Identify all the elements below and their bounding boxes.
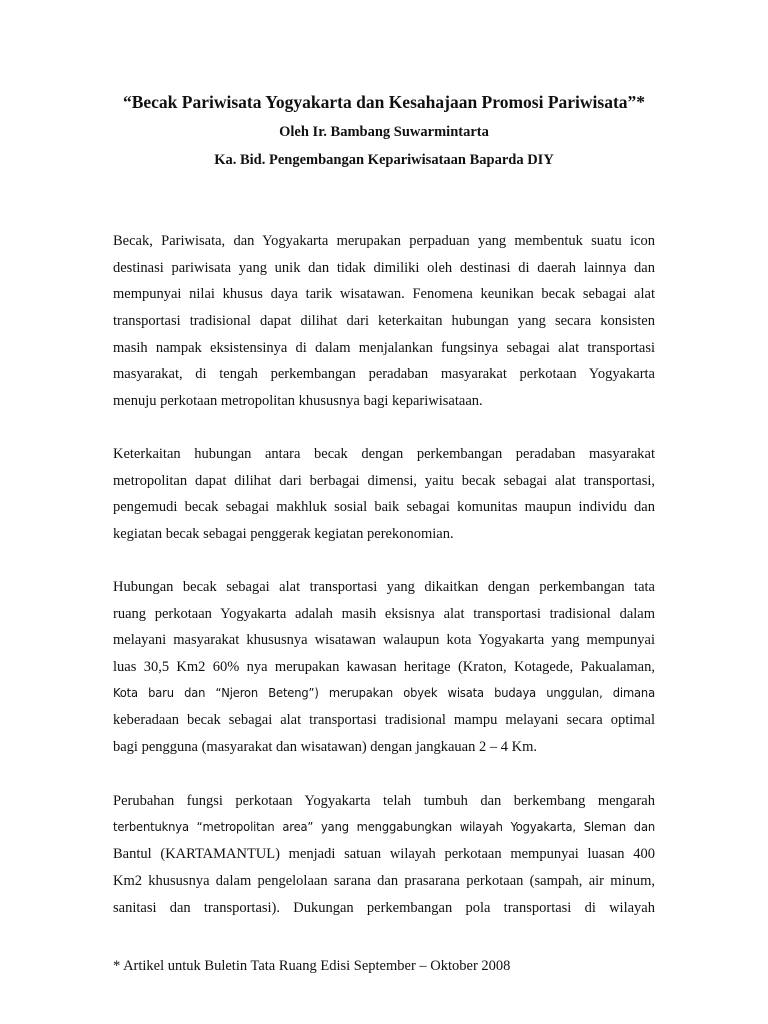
text-line: Becak, Pariwisata, dan Yogyakarta merupakan perpaduan yang membentuk suatu icon <box>113 233 655 249</box>
text-line: Bantul (KARTAMANTUL) menjadi satuan wilayah perkotaan mempunyai luasan 400 <box>113 846 655 863</box>
author-line: Oleh Ir. Bambang Suwarmintarta <box>279 124 489 140</box>
article-title: “Becak Pariwisata Yogyakarta dan Kesahajaan Promosi Pariwisata”* <box>122 92 646 112</box>
footnote: * Artikel untuk Buletin Tata Ruang Edisi September – Oktober 2008 <box>113 958 511 974</box>
text-line: mempunyai nilai khusus daya tarik wisatawan. Fenomena keunikan becak sebagai alat <box>113 286 655 303</box>
text-line: pengemudi becak sebagai makhluk sosial baik sebagai komunitas maupun individu dan <box>113 499 655 516</box>
paragraph-3 <box>113 574 655 761</box>
text-line: kegiatan becak sebagai penggerak kegiatan perekonomian. <box>113 526 454 543</box>
paragraph-4 <box>113 788 655 921</box>
text-line: keberadaan becak sebagai alat transportasi tradisional mampu melayani secara optimal <box>113 712 655 729</box>
paragraph-1 <box>113 228 655 415</box>
text-line: melayani masyarakat khususnya wisatawan walaupun kota Yogyakarta yang mempunyai <box>113 632 655 649</box>
text-line: ruang perkotaan Yogyakarta adalah masih eksisnya alat transportasi tradisional dalam <box>113 605 655 622</box>
text-line: transportasi tradisional dapat dilihat dari keterkaitan hubungan yang secara konsisten <box>113 313 655 330</box>
text-line: terbentuknya “metropolitan area” yang menggabungkan wilayah Yogyakarta, Sleman dan <box>113 819 655 835</box>
text-line: Perubahan fungsi perkotaan Yogyakarta telah tumbuh dan berkembang mengarah <box>113 793 655 809</box>
text-line: Km2 khususnya dalam pengelolaan sarana dan prasarana perkotaan (sampah, air minum, <box>113 873 655 890</box>
text-line: metropolitan dapat dilihat dari berbagai dimensi, yaitu becak sebagai alat transportasi, <box>113 472 655 489</box>
text-line: Hubungan becak sebagai alat transportasi yang dikaitkan dengan perkembangan tata <box>113 579 655 595</box>
text-line: masyarakat, di tengah perkembangan peradaban masyarakat perkotaan Yogyakarta <box>113 366 655 383</box>
text-line: luas 30,5 Km2 60% nya merupakan kawasan heritage (Kraton, Kotagede, Pakualaman, <box>113 659 655 676</box>
text-line: destinasi pariwisata yang unik dan tidak dimiliki oleh destinasi di daerah lainnya dan <box>113 259 655 276</box>
text-line: masih nampak eksistensinya di dalam menjalankan fungsinya sebagai alat transportasi <box>113 339 655 356</box>
text-line: Kota baru dan “Njeron Beteng”) merupakan obyek wisata budaya unggulan, dimana <box>113 685 655 701</box>
text-line: sanitasi dan transportasi). Dukungan perkembangan pola transportasi di wilayah <box>113 899 655 916</box>
text-line: Keterkaitan hubungan antara becak dengan perkembangan peradaban masyarakat <box>113 446 655 462</box>
paragraph-2 <box>113 441 655 548</box>
text-line: bagi pengguna (masyarakat dan wisatawan) dengan jangkauan 2 – 4 Km. <box>113 739 537 756</box>
affiliation-line: Ka. Bid. Pengembangan Kepariwisataan Baparda DIY <box>214 152 554 168</box>
text-line: menuju perkotaan metropolitan khususnya bagi kepariwisataan. <box>113 393 483 410</box>
